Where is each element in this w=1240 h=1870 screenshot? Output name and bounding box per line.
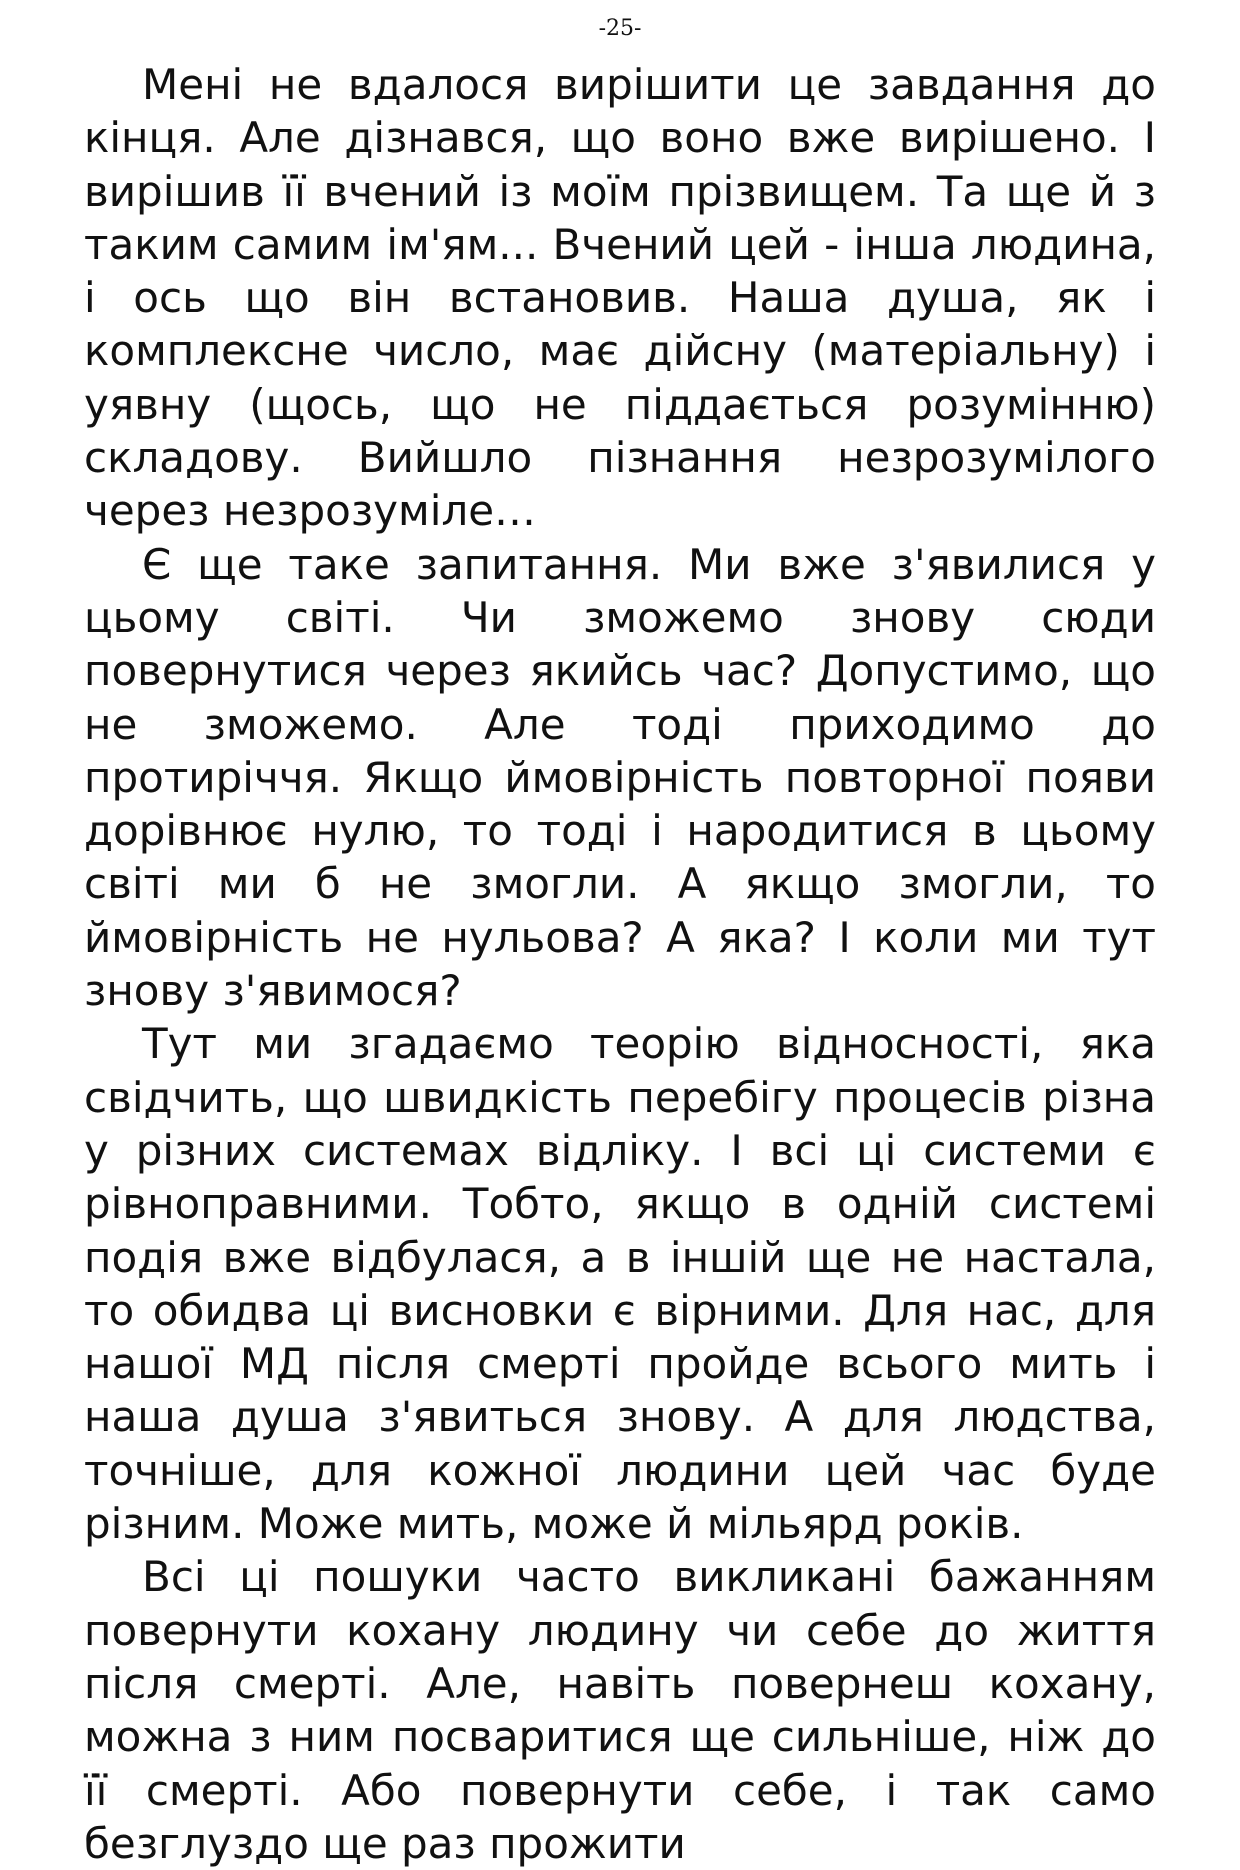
paragraph: Є ще таке запитання. Ми вже з'явилися у цьому світі. Чи зможемо знову сюди повернутися через якийсь час? Допустимо, що не зможемо. Але тоді приходимо до протиріччя. Якщо ймовірність повторної появи дорівнює нулю, то тоді і народитися в цьому світі ми б не змогли. А якщо змогли, то ймовірність не нульова? А яка? І коли ми тут знову з'явимося? xyxy=(84,539,1156,1016)
paragraph: Всі ці пошуки часто викликані бажанням повернути кохану людину чи себе до життя після смерті. Але, навіть повернеш кохану, можна з ним посваритися ще сильніше, ніж до її смерті. Або повернути себе, і так само безглуздо ще раз прожити xyxy=(84,1552,1156,1868)
paragraph: Тут ми згадаємо теорію відносності, яка свідчить, що швидкість перебігу процесів різна у різних системах відліку. І всі ці системи є рівноправними. Тобто, якщо в одній системі подія вже відбулася, а в іншій ще не настала, то обидва ці висновки є вірними. Для нас, для нашої МД після смерті пройде всього мить і наша душа з'явиться знову. А для людства, точніше, для кожної людини цей час буде різним. Може мить, може й мільярд років. xyxy=(84,1019,1156,1549)
text-body xyxy=(84,58,1156,1870)
page-number: -25- xyxy=(598,16,642,41)
paragraph: Мені не вдалося вирішити це завдання до кінця. Але дізнався, що воно вже вирішено. І вирішив її вчений із моїм прізвищем. Та ще й з таким самим ім'ям... Вчений цей - інша людина, і ось що він встановив. Наша душа, як і комплексне число, має дійсну (матеріальну) і уявну (щось, що не піддається розумінню) складову. Вийшло пізнання незрозумілого через незрозуміле… xyxy=(84,60,1156,536)
